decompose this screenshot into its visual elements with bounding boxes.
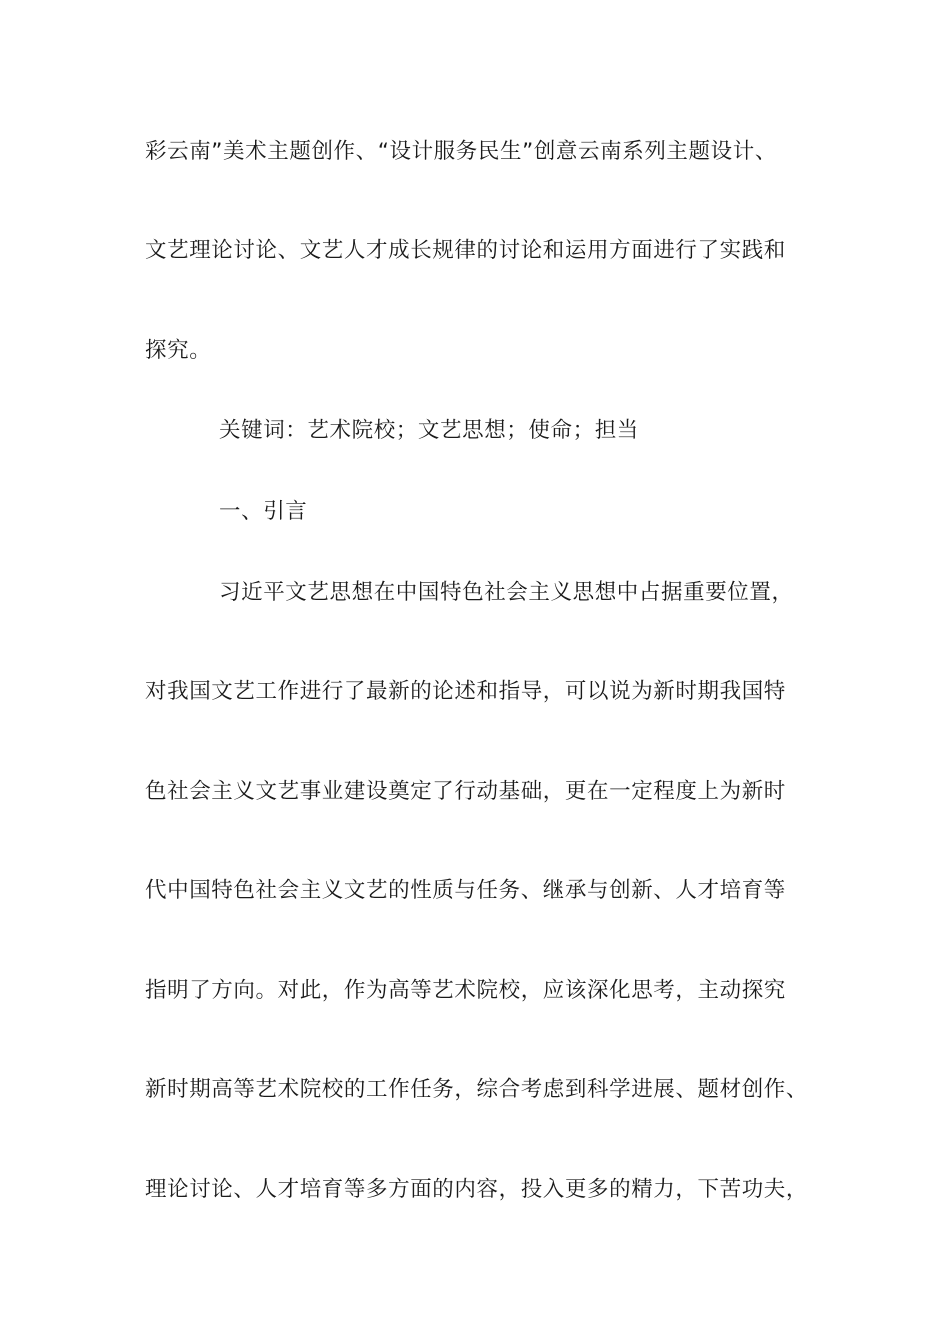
body-text-line: 探究。 <box>145 338 212 363</box>
paragraph-first-line: 习近平文艺思想在中国特色社会主义思想中占据重要位置， <box>219 580 794 605</box>
body-text-line: 指明了方向。对此，作为高等艺术院校，应该深化思考，主动探究 <box>145 978 786 1003</box>
body-text-line: 色社会主义文艺事业建设奠定了行动基础，更在一定程度上为新时 <box>145 779 786 804</box>
keywords-line: 关键词：艺术院校；文艺思想；使命；担当 <box>219 418 639 443</box>
body-text-line: 对我国文艺工作进行了最新的论述和指导，可以说为新时期我国特 <box>145 679 786 704</box>
body-text-line: 新时期高等艺术院校的工作任务，综合考虑到科学进展、题材创作、 <box>145 1077 809 1102</box>
body-text-line: 文艺理论讨论、文艺人才成长规律的讨论和运用方面进行了实践和 <box>145 238 786 263</box>
body-text-line: 理论讨论、人才培育等多方面的内容，投入更多的精力，下苦功夫， <box>145 1177 809 1202</box>
section-heading: 一、引言 <box>219 499 308 524</box>
body-text-line: 代中国特色社会主义文艺的性质与任务、继承与创新、人才培育等 <box>145 878 786 903</box>
body-text-line: 彩云南”美术主题创作、“设计服务民生”创意云南系列主题设计、 <box>145 139 777 164</box>
